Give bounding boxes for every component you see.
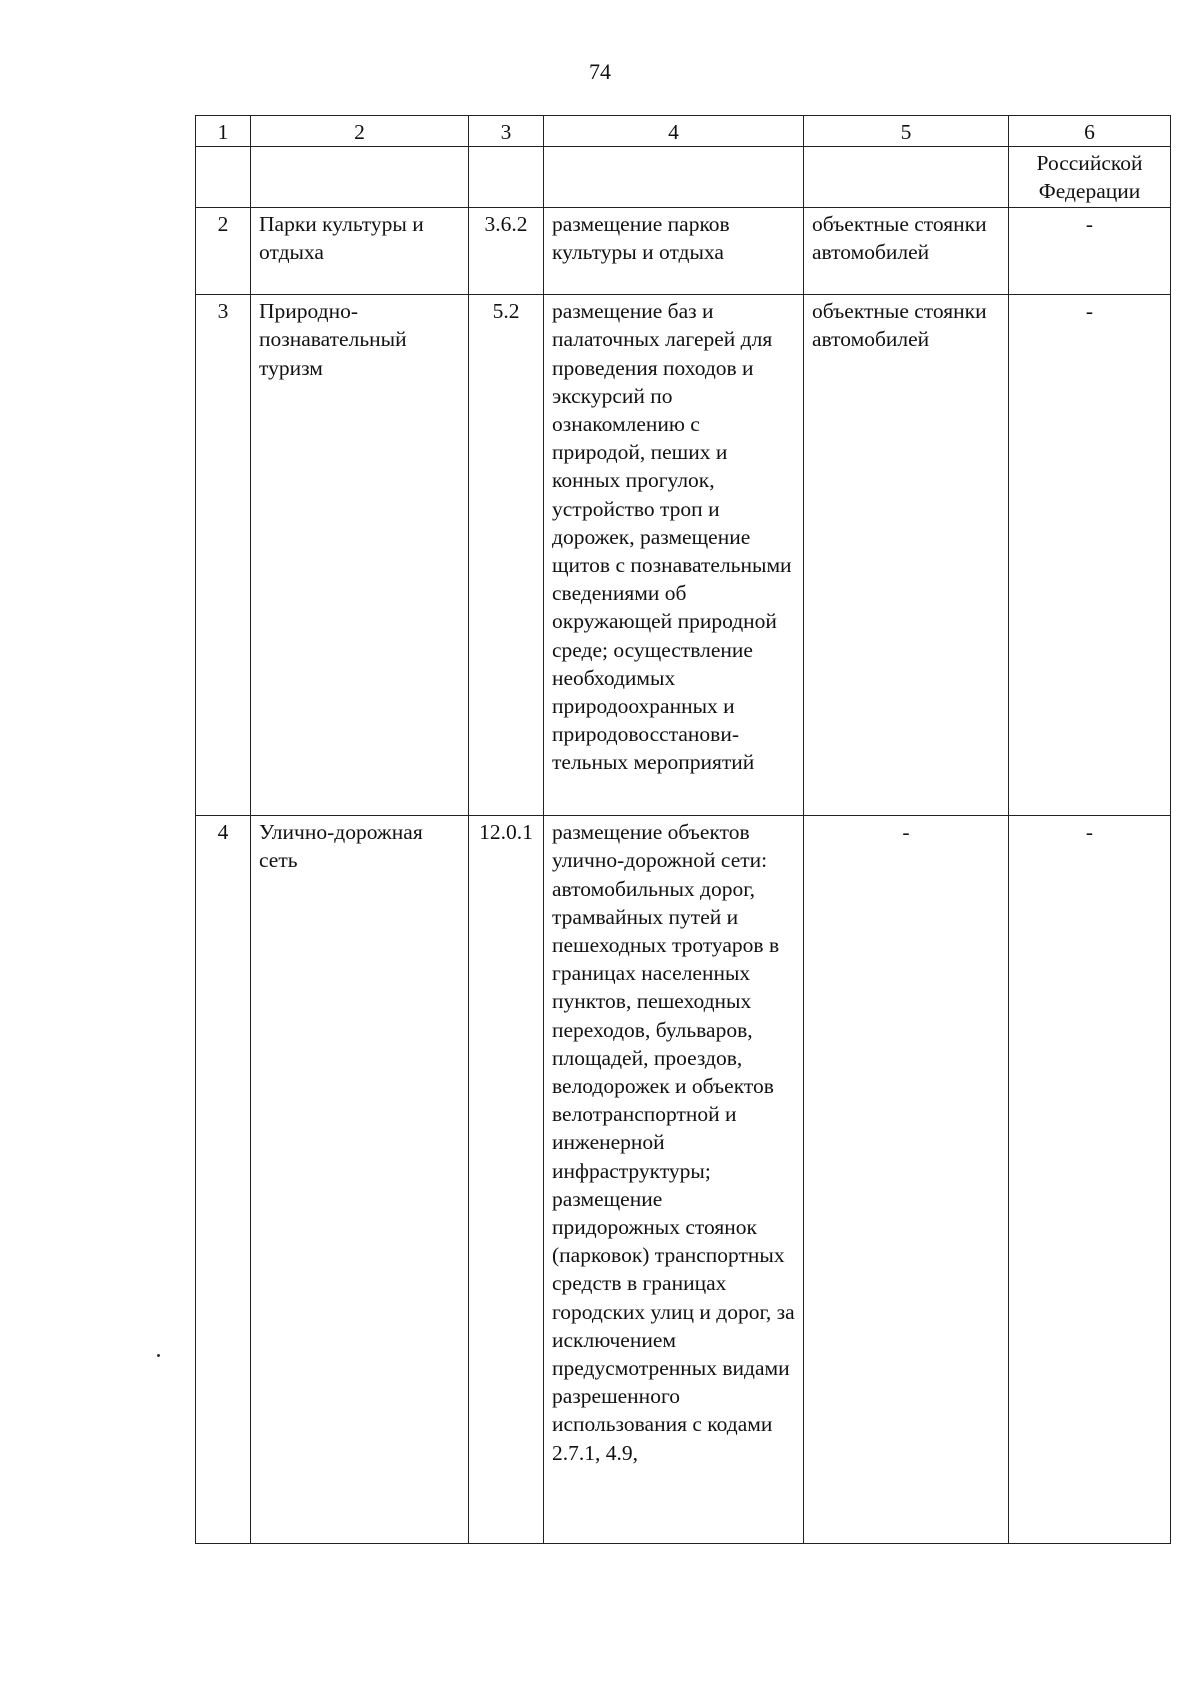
parking-type: -: [804, 816, 1009, 1544]
use-name: Парки культуры и отдыха: [251, 208, 469, 295]
column-header-1: 1: [196, 116, 251, 147]
column-6-value: -: [1009, 295, 1171, 816]
use-name: Природно-познавательный туризм: [251, 295, 469, 816]
use-description: размещение объектов улично-дорожной сети: автомобильных дорог, трамвайных путей и пешеходных тротуаров в границах населенных пунктов, пешеходных переходов, бульваров, площадей, проездов, велодорожек и объектов велотранспортной и инженерной инфраструктуры; размещение придорожных стоянок (парковок) транспортных средств в границах городских улиц и дорог, за исключением предусмотренных видами разрешенного использования с кодами 2.7.1, 4.9,: [544, 816, 804, 1544]
table-row: [196, 295, 1171, 816]
regulations-table: [195, 115, 1171, 1544]
table-header-row: [196, 116, 1171, 147]
column-header-2: 2: [251, 116, 469, 147]
continuation-cell-2: [251, 147, 469, 208]
row-number: 2: [196, 208, 251, 295]
row-number: 3: [196, 295, 251, 816]
page-number: 74: [589, 59, 611, 84]
use-name: Улично-дорожная сеть: [251, 816, 469, 1544]
continuation-row: [196, 147, 1171, 208]
continuation-cell-1: [196, 147, 251, 208]
use-code: 12.0.1: [469, 816, 544, 1544]
continuation-cell-4: [544, 147, 804, 208]
table-row: [196, 816, 1171, 1544]
column-header-3: 3: [469, 116, 544, 147]
use-code: 5.2: [469, 295, 544, 816]
column-header-5: 5: [804, 116, 1009, 147]
continuation-cell-3: [469, 147, 544, 208]
column-header-6: 6: [1009, 116, 1171, 147]
table-row: [196, 208, 1171, 295]
parking-type: объектные стоянки автомобилей: [804, 295, 1009, 816]
row-number: 4: [196, 816, 251, 1544]
use-description: размещение баз и палаточных лагерей для проведения походов и экскурсий по ознакомлению с природой, пеших и конных прогулок, устройство троп и дорожек, размещение щитов с познавательными сведениями об окружающей природной среде; осуществление необходимых природоохранных и природовосстанови-тельных мероприятий: [544, 295, 804, 816]
continuation-cell-6: Российской Федерации: [1009, 147, 1171, 208]
scan-speck: [157, 1354, 160, 1357]
column-6-value: -: [1009, 208, 1171, 295]
parking-type: объектные стоянки автомобилей: [804, 208, 1009, 295]
column-header-4: 4: [544, 116, 804, 147]
column-6-value: -: [1009, 816, 1171, 1544]
use-description: размещение парков культуры и отдыха: [544, 208, 804, 295]
continuation-cell-5: [804, 147, 1009, 208]
use-code: 3.6.2: [469, 208, 544, 295]
